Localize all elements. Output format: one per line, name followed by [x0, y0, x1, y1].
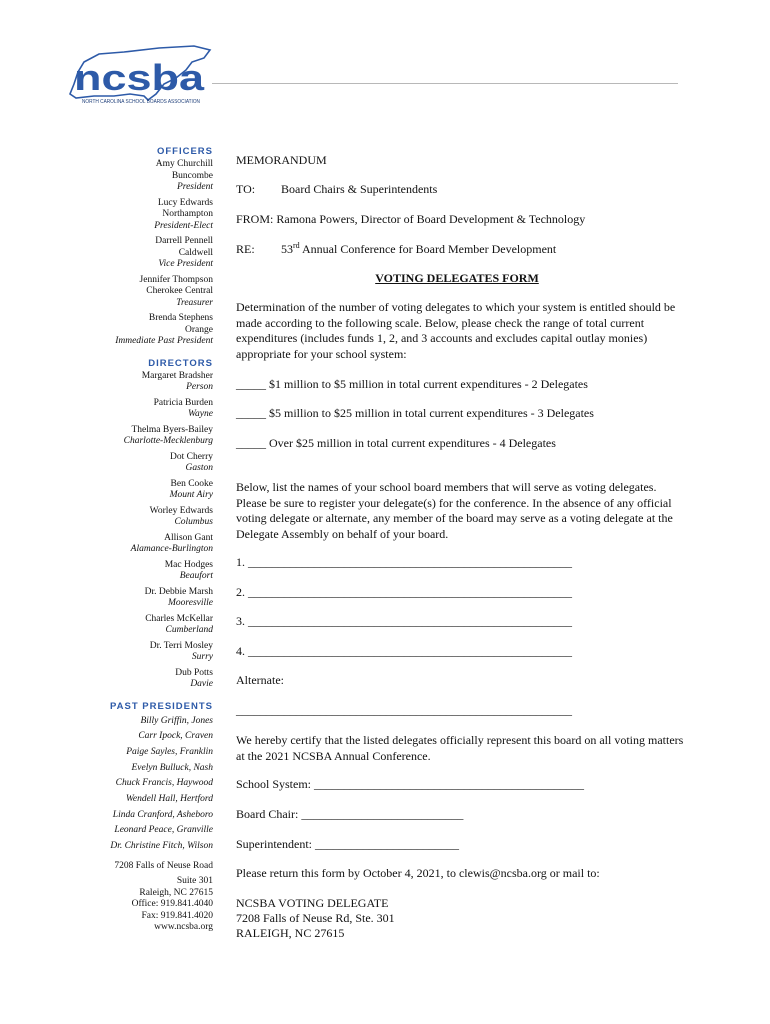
director-county: Davie — [190, 679, 213, 689]
director-county: Alamance-Burlington — [130, 544, 213, 554]
director-name: Dr. Debbie Marsh — [144, 586, 213, 597]
return-instructions: Please return this form by October 4, 2021, to clewis@ncsba.org or mail to: — [236, 866, 600, 880]
director-name: Dr. Terri Mosley — [149, 640, 213, 651]
director-entry — [60, 560, 213, 583]
officer-county: Buncombe — [171, 170, 213, 181]
board-chair-field[interactable]: Board Chair: ___________________________ — [236, 807, 464, 821]
re-number: 53 — [281, 242, 293, 256]
director-county: Surry — [191, 652, 213, 662]
school-system-field[interactable]: School System: _____________________________________________ — [236, 777, 585, 791]
memo-to-line — [236, 182, 437, 198]
officer-role: President-Elect — [154, 220, 213, 231]
directors-list — [60, 371, 213, 691]
director-name: Charles McKellar — [145, 613, 213, 624]
director-name: Dot Cherry — [169, 451, 213, 462]
director-entry — [60, 614, 213, 637]
address-website: www.ncsba.org — [154, 922, 213, 933]
director-county: Wayne — [188, 409, 213, 419]
director-county: Charlotte-Mecklenburg — [123, 436, 213, 446]
logo-wordmark: ncsba — [74, 57, 206, 98]
director-county: Beaufort — [179, 571, 213, 581]
delegate-line-2[interactable]: 2. ______________________________________________________ — [236, 585, 572, 599]
address-suite: Suite 301 — [176, 876, 213, 887]
directors-heading: DIRECTORS — [148, 357, 213, 369]
director-name: Ben Cooke — [170, 478, 213, 489]
officers-list — [60, 159, 213, 348]
sidebar — [60, 146, 213, 934]
ncsba-logo-graphic — [64, 44, 214, 110]
alternate-label: Alternate: — [236, 673, 284, 687]
director-entry — [60, 479, 213, 502]
form-title: VOTING DELEGATES FORM — [375, 271, 539, 285]
officer-name: Darrell Pennell — [155, 236, 213, 246]
director-county: Mooresville — [167, 598, 213, 608]
mail-address-line-3: RALEIGH, NC 27615 — [236, 926, 345, 940]
officer-county: Northampton — [162, 209, 213, 219]
memo-from-line — [236, 212, 585, 228]
officer-entry — [60, 159, 213, 194]
officer-name: Jennifer Thompson — [139, 274, 213, 285]
officers-heading: OFFICERS — [156, 146, 213, 157]
past-president-entry: Linda Cranford, Asheboro — [112, 809, 213, 820]
officer-county: Caldwell — [178, 247, 213, 258]
officer-entry — [60, 313, 213, 348]
director-entry — [60, 641, 213, 664]
address-office-phone: Office: 919.841.4040 — [131, 899, 213, 910]
director-entry — [60, 506, 213, 529]
superintendent-field[interactable]: Superintendent: ________________________ — [236, 837, 459, 851]
officer-entry — [60, 198, 213, 233]
certify-paragraph: We hereby certify that the listed delegates officially represent this board on all voting matters at the 2021 NCSBA Annual Conference. — [236, 733, 684, 763]
director-name: Patricia Burden — [153, 397, 213, 408]
director-county: Person — [186, 382, 213, 392]
officer-name: Amy Churchill — [155, 159, 213, 169]
director-entry — [60, 371, 213, 394]
header-divider — [212, 83, 678, 84]
expenditure-option-1[interactable]: _____ $1 million to $5 million in total current expenditures - 2 Delegates — [236, 377, 588, 391]
director-county: Mount Airy — [169, 490, 213, 500]
director-county: Columbus — [174, 517, 213, 527]
to-label: TO: — [236, 182, 256, 196]
ncsba-logo — [64, 44, 214, 110]
officer-entry — [60, 236, 213, 271]
intro-paragraph: Determination of the number of voting delegates to which your system is entitled should be made according to the following scale. Below, please check the range of total current expenditures (includes funds 1, 2, and 3 accounts and excludes capital outlay monies) appropriate for your school system: — [236, 300, 676, 361]
mail-address-line-1: NCSBA VOTING DELEGATE — [236, 896, 389, 910]
director-entry — [60, 668, 213, 691]
past-president-entry: Wendell Hall, Hertford — [125, 794, 213, 805]
association-address — [60, 861, 213, 934]
officer-role: Vice President — [158, 259, 213, 269]
address-street: 7208 Falls of Neuse Road — [114, 860, 213, 871]
director-name: Thelma Byers-Bailey — [131, 424, 213, 435]
re-subject: Annual Conference for Board Member Development — [299, 242, 557, 256]
from-value: Ramona Powers, Director of Board Development & Technology — [276, 212, 586, 226]
address-fax: Fax: 919.841.4020 — [141, 910, 213, 921]
address-city: Raleigh, NC 27615 — [139, 887, 213, 898]
past-presidents-heading: PAST PRESIDENTS — [110, 700, 213, 712]
past-president-entry: Chuck Francis, Haywood — [115, 778, 213, 789]
director-county: Gaston — [185, 463, 213, 473]
memo-re-line — [236, 242, 556, 258]
expenditure-option-3[interactable]: _____ Over $25 million in total current expenditures - 4 Delegates — [236, 436, 556, 450]
director-entry — [60, 425, 213, 448]
officer-entry — [60, 275, 213, 310]
director-entry — [60, 587, 213, 610]
officer-county: Orange — [185, 324, 213, 335]
past-presidents-list — [60, 714, 213, 855]
delegate-line-4[interactable]: 4. ______________________________________________________ — [236, 644, 572, 658]
director-entry — [60, 398, 213, 421]
past-president-entry: Evelyn Bulluck, Nash — [131, 762, 213, 773]
officer-name: Brenda Stephens — [148, 313, 213, 323]
past-president-entry: Paige Sayles, Franklin — [126, 746, 213, 757]
officer-county: Cherokee Central — [146, 286, 213, 296]
alternate-line[interactable]: ________________________________________________________ — [236, 703, 572, 717]
to-value: Board Chairs & Superintendents — [281, 182, 438, 196]
director-entry — [60, 452, 213, 475]
officer-role: Immediate Past President — [115, 336, 213, 346]
delegate-line-3[interactable]: 3. ______________________________________________________ — [236, 614, 572, 628]
expenditure-option-2[interactable]: _____ $5 million to $25 million in total current expenditures - 3 Delegates — [236, 406, 594, 420]
past-president-entry: Carr Ipock, Craven — [138, 731, 213, 742]
from-label: FROM: — [236, 212, 274, 226]
re-label: RE: — [236, 242, 255, 256]
director-name: Worley Edwards — [149, 505, 213, 516]
instructions-paragraph: Below, list the names of your school board members that will serve as voting delegates. Please be sure to register your delegate(s) for the conference. In the absence of any official voting delegate or alternate, any member of the board may serve as a voting delegate at the Delegate Assembly on behalf of your board. — [236, 480, 673, 541]
director-name: Mac Hodges — [164, 559, 213, 570]
mail-address-line-2: 7208 Falls of Neuse Rd, Ste. 301 — [236, 911, 395, 925]
past-president-entry: Billy Griffin, Jones — [140, 715, 213, 726]
director-name: Margaret Bradsher — [141, 370, 213, 381]
officer-role: President — [176, 182, 213, 192]
director-entry — [60, 533, 213, 556]
past-president-entry: Leonard Peace, Granville — [114, 825, 213, 836]
director-county: Cumberland — [165, 625, 213, 635]
officer-name: Lucy Edwards — [157, 197, 213, 208]
logo-subtitle: NORTH CAROLINA SCHOOL BOARDS ASSOCIATION — [82, 99, 201, 105]
re-ordinal-suffix: rd — [293, 241, 300, 250]
past-president-entry: Dr. Christine Fitch, Wilson — [110, 841, 213, 852]
director-name: Dub Potts — [175, 667, 213, 678]
memo-heading: MEMORANDUM — [236, 153, 327, 167]
director-name: Allison Gant — [164, 532, 213, 543]
delegate-line-1[interactable]: 1. ______________________________________________________ — [236, 555, 572, 569]
officer-role: Treasurer — [176, 297, 213, 308]
